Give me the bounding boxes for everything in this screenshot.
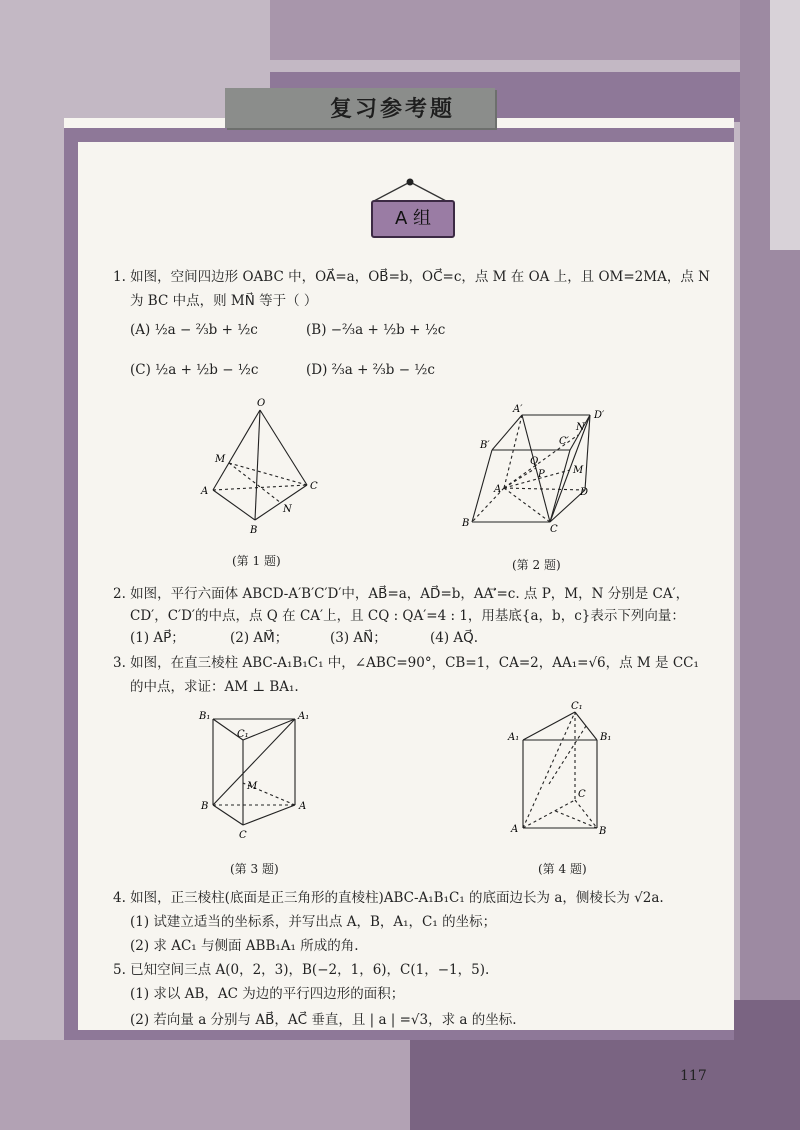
- figure-1-caption: (第 1 题): [232, 554, 281, 568]
- fig3-label-m: M: [247, 781, 258, 792]
- q5-sub1: (1) 求以 AB，AC 为边的平行四边形的面积；: [130, 986, 405, 1002]
- group-label: A 组: [371, 200, 455, 238]
- page-frame-top: [64, 128, 734, 142]
- figure-1: [195, 395, 335, 545]
- q1-option-a: (A) ½a − ⅔b + ½c: [130, 322, 258, 338]
- fig2-label-b-prime: B′: [480, 440, 490, 451]
- q3-line1: 3. 如图，在直三棱柱 ABC-A₁B₁C₁ 中，∠ABC=90°，CB=1，CA=2，AA₁=√6，点 M 是 CC₁: [113, 655, 699, 671]
- fig3-label-b: B: [201, 801, 209, 812]
- bg-band-right-light: [770, 0, 800, 250]
- fig2-label-d-prime: D′: [594, 410, 605, 421]
- q2-line2: CD′，C′D′的中点，点 Q 在 CA′上，且 CQ : QA′=4 : 1，用基底{a，b，c}表示下列向量：: [130, 608, 685, 624]
- fig4-label-c: C: [578, 789, 586, 800]
- q2-part-3: (3) AN⃗；: [330, 630, 387, 646]
- q1-line1: 1. 如图，空间四边形 OABC 中，OA⃗=a，OB⃗=b，OC⃗=c，点 M 在 OA 上，且 OM=2MA，点 N: [113, 269, 710, 285]
- fig2-label-a: A: [494, 484, 502, 495]
- fig4-label-b1: B₁: [600, 732, 612, 743]
- page-frame-bottom: [64, 1030, 734, 1040]
- q3-line2: 的中点，求证：AM ⊥ BA₁.: [130, 679, 299, 695]
- fig2-label-n: N: [576, 422, 585, 433]
- fig4-label-a1: A₁: [508, 732, 520, 743]
- fig3-label-c: C: [239, 830, 247, 841]
- q2-line1: 2. 如图，平行六面体 ABCD-A′B′C′D′中，AB⃗=a，AD⃗=b，AA′⃗=c. 点 P，M，N 分别是 CA′，: [113, 586, 690, 602]
- q5-line1: 5. 已知空间三点 A(0，2，3)，B(−2，1，6)，C(1，−1，5).: [113, 962, 490, 978]
- page-frame-left: [64, 128, 78, 1033]
- figure-4: [505, 700, 625, 845]
- fig2-label-c: C: [550, 524, 558, 535]
- fig1-label-c: C: [310, 481, 318, 492]
- fig3-label-a: A: [299, 801, 307, 812]
- fig3-label-b1: B₁: [199, 711, 211, 722]
- fig4-label-b: B: [599, 826, 607, 837]
- fig3-label-a1: A₁: [298, 711, 310, 722]
- fig2-label-d: D: [580, 487, 589, 498]
- q4-sub2: (2) 求 AC₁ 与侧面 ABB₁A₁ 所成的角.: [130, 938, 359, 954]
- figure-3-caption: (第 3 题): [230, 862, 279, 876]
- fig1-label-b: B: [250, 525, 258, 536]
- fig2-label-p: P: [538, 469, 545, 480]
- fig1-label-o: O: [257, 398, 266, 409]
- q1-line2: 为 BC 中点，则 MN⃗ 等于（ ）: [130, 293, 318, 309]
- q1-option-b: (B) −⅔a + ½b + ½c: [306, 322, 446, 338]
- fig2-label-m: M: [573, 465, 584, 476]
- q2-part-2: (2) AM⃗；: [230, 630, 289, 646]
- page-title: 复习参考题: [330, 97, 456, 122]
- fig2-label-b: B: [462, 518, 470, 529]
- fig1-label-n: N: [283, 504, 292, 515]
- q2-part-4: (4) AQ⃗.: [430, 630, 479, 646]
- figure-4-caption: (第 4 题): [538, 862, 587, 876]
- q2-part-1: (1) AP⃗；: [130, 630, 185, 646]
- q4-line1: 4. 如图，正三棱柱(底面是正三角形的直棱柱)ABC-A₁B₁C₁ 的底面边长为 a，侧棱长为 √2a.: [113, 890, 664, 906]
- fig1-label-a: A: [201, 486, 209, 497]
- q1-option-d: (D) ⅔a + ⅔b − ½c: [306, 362, 435, 378]
- fig2-label-a-prime: A′: [513, 404, 523, 415]
- figure-2-caption: (第 2 题): [512, 558, 561, 572]
- page-number: 117: [680, 1068, 707, 1084]
- bg-band-top: [270, 0, 800, 60]
- q1-option-c: (C) ½a + ½b − ½c: [130, 362, 259, 378]
- figure-3: [195, 705, 325, 840]
- fig1-label-m: M: [215, 454, 226, 465]
- fig2-label-q: Q: [530, 456, 539, 467]
- fig4-label-c1: C₁: [571, 701, 583, 712]
- fig2-label-c-prime: C′: [559, 436, 569, 447]
- q4-sub1: (1) 试建立适当的坐标系，并写出点 A，B，A₁，C₁ 的坐标；: [130, 914, 497, 930]
- q5-sub2: (2) 若向量 a 分别与 AB⃗，AC⃗ 垂直，且 | a | =√3，求 a 的坐标.: [130, 1012, 517, 1028]
- fig3-label-c1: C₁: [237, 729, 249, 740]
- fig4-label-a: A: [511, 824, 519, 835]
- figure-2: [460, 400, 630, 540]
